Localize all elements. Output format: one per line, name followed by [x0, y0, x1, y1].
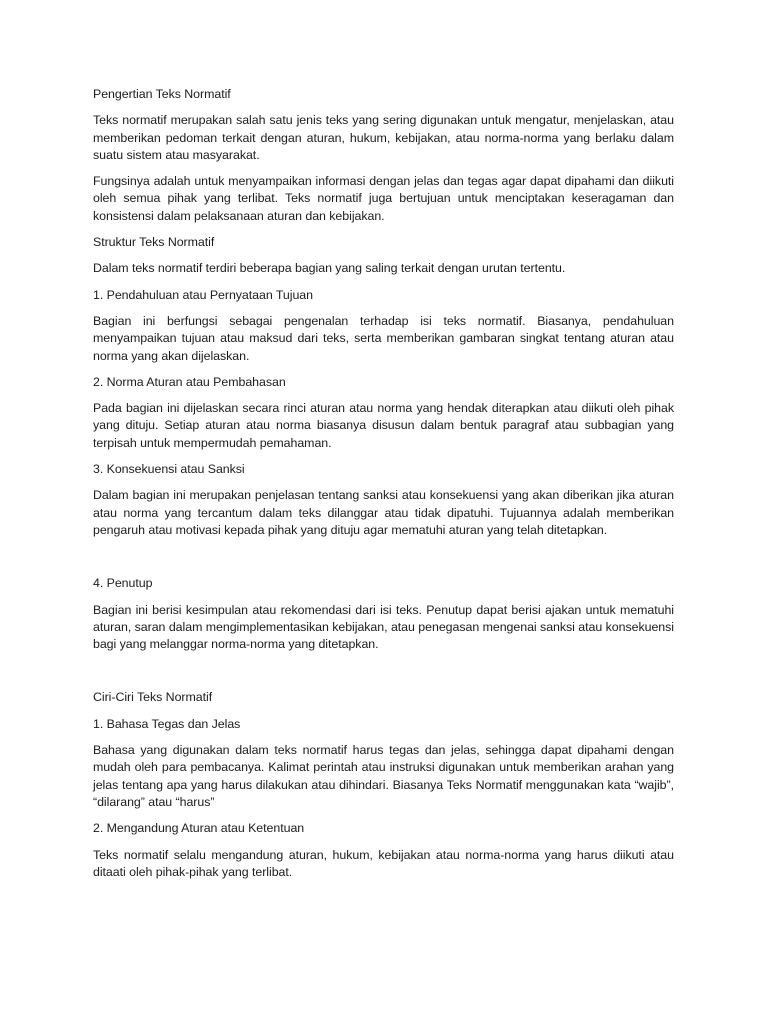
paragraph-pendahuluan: Bagian ini berfungsi sebagai pengenalan terhadap isi teks normatif. Biasanya, pendahuluan menyampaikan tujuan atau maksud dari teks, serta memberikan gambaran singkat tentang aturan atau norma yang akan dijelaskan. [93, 313, 674, 363]
paragraph-penutup: Bagian ini berisi kesimpulan atau rekomendasi dari isi teks. Penutup dapat berisi ajakan untuk mematuhi aturan, saran dalam mengimplementasikan kebijakan, atau penegasan mengenai sanksi atau konsekuensi bagi yang melanggar norma-norma yang ditetapkan. [93, 602, 674, 652]
section-heading-pengertian: Pengertian Teks Normatif [93, 87, 231, 101]
section-heading-ciri-ciri: Ciri-Ciri Teks Normatif [93, 690, 213, 705]
document-body [93, 86, 674, 881]
subheading-aturan-ketentuan: 2. Mengandung Aturan atau Ketentuan [93, 821, 305, 836]
paragraph-definition: Teks normatif merupakan salah satu jenis teks yang sering digunakan untuk mengatur, menjelaskan, atau memberikan pedoman terkait dengan aturan, hukum, kebijakan, atau norma-norma yang berlaku dalam suatu sistem atau masyarakat. [93, 113, 674, 162]
paragraph-aturan-ketentuan: Teks normatif selalu mengandung aturan, hukum, kebijakan atau norma-norma yang harus diikuti atau ditaati oleh pihak-pihak yang terlibat. [93, 847, 674, 879]
paragraph-structure-intro: Dalam teks normatif terdiri beberapa bagian yang saling terkait dengan urutan tertentu. [93, 261, 566, 276]
subheading-pendahuluan: 1. Pendahuluan atau Pernyataan Tujuan [93, 287, 313, 302]
subheading-norma-aturan: 2. Norma Aturan atau Pembahasan [93, 374, 286, 389]
section-heading-struktur: Struktur Teks Normatif [93, 235, 215, 250]
subheading-konsekuensi: 3. Konsekuensi atau Sanksi [93, 462, 245, 477]
paragraph-bahasa-tegas: Bahasa yang digunakan dalam teks normatif harus tegas dan jelas, sehingga dapat dipahami dengan mudah oleh para pembacanya. Kalimat perintah atau instruksi digunakan untuk memberikan arahan yang jelas tentang apa yang harus dilakukan atau dihindari. Biasanya Teks Normatif menggunakan kata “wajib”, “dilarang” atau “harus” [93, 743, 674, 809]
paragraph-function: Fungsinya adalah untuk menyampaikan informasi dengan jelas dan tegas agar dapat dipahami dan diikuti oleh semua pihak yang terlibat. Teks normatif juga bertujuan untuk menciptakan keseragaman dan konsistensi dalam pelaksanaan aturan dan kebijakan. [93, 174, 674, 223]
subheading-penutup: 4. Penutup [93, 576, 153, 591]
paragraph-norma-aturan: Pada bagian ini dijelaskan secara rinci aturan atau norma yang hendak diterapkan atau diikuti oleh pihak yang dituju. Setiap aturan atau norma biasanya disusun dalam bentuk paragraf atau subbagian yang terpisah untuk mempermudah pemahaman. [93, 401, 674, 450]
subheading-bahasa-tegas: 1. Bahasa Tegas dan Jelas [93, 716, 241, 731]
paragraph-konsekuensi: Dalam bagian ini merupakan penjelasan tentang sanksi atau konsekuensi yang akan diberikan jika aturan atau norma yang tercantum dalam teks dilanggar atau tidak dipatuhi. Tujuannya adalah memberikan pengaruh atau motivasi kepada pihak yang dituju agar mematuhi aturan yang telah ditetapkan. [93, 488, 674, 537]
